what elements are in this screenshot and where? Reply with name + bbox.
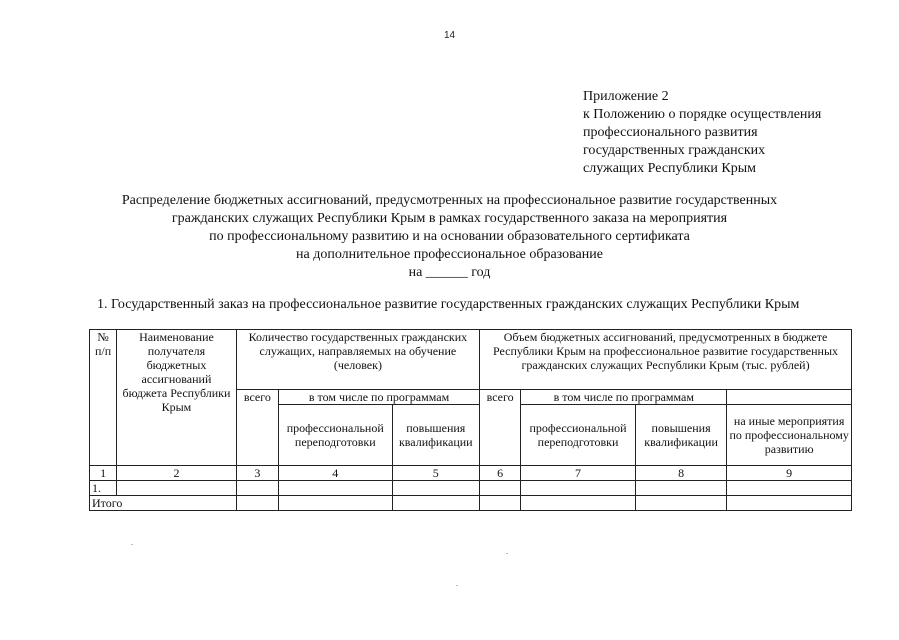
column-number: 8 bbox=[635, 466, 726, 481]
header-volume-other: на иные мероприятия по профессиональному развитию bbox=[727, 405, 852, 466]
title-line: на ______ год bbox=[408, 265, 491, 280]
column-number: 9 bbox=[727, 466, 852, 481]
header-count-total: всего bbox=[236, 390, 278, 466]
appendix-line: государственных гражданских bbox=[583, 143, 766, 158]
appendix-line: служащих Республики Крым bbox=[583, 161, 757, 176]
title-line: Распределение бюджетных ассигнований, предусмотренных на профессиональное развитие государственных bbox=[121, 193, 778, 208]
appendix-line: профессионального развития bbox=[583, 125, 758, 140]
scan-speck bbox=[131, 544, 133, 545]
table-cell bbox=[635, 496, 726, 511]
table-cell bbox=[727, 481, 852, 496]
header-number: № п/п bbox=[90, 330, 117, 466]
row-number: 1. bbox=[90, 481, 117, 496]
header-budget-volume: Объем бюджетных ассигнований, предусмотренных в бюджете Республики Крым на профессиональное развитие государственных гражданских служащих Республики Крым (тыс. рублей) bbox=[480, 330, 852, 390]
title-line: гражданских служащих Республики Крым в рамках государственного заказа на мероприятия bbox=[171, 211, 728, 226]
appendix-line: к Положению о порядке осуществления bbox=[583, 107, 822, 122]
table-cell bbox=[392, 496, 479, 511]
header-volume-total: всего bbox=[480, 390, 521, 466]
table-cell bbox=[278, 481, 392, 496]
table-cell bbox=[117, 481, 237, 496]
column-number: 4 bbox=[278, 466, 392, 481]
column-number: 2 bbox=[117, 466, 237, 481]
page-number: 14 bbox=[443, 30, 456, 41]
header-employee-count: Количество государственных гражданских служащих, направляемых на обучение (человек) bbox=[236, 330, 479, 390]
title-line: на дополнительное профессиональное образование bbox=[296, 247, 603, 262]
table-cell bbox=[635, 481, 726, 496]
table-cell bbox=[278, 496, 392, 511]
column-number: 3 bbox=[236, 466, 278, 481]
header-blank-cell bbox=[727, 390, 852, 405]
table-cell bbox=[727, 496, 852, 511]
header-count-retraining: профессиональной переподготовки bbox=[278, 405, 392, 466]
table-cell bbox=[480, 496, 521, 511]
appendix-block bbox=[583, 88, 821, 178]
header-volume-retraining: профессиональной переподготовки bbox=[521, 405, 636, 466]
title-line: по профессиональному развитию и на основании образовательного сертификата bbox=[209, 229, 690, 244]
header-volume-including: в том числе по программам bbox=[521, 390, 727, 405]
header-recipient-name: Наименование получателя бюджетных ассигнований бюджета Республики Крым bbox=[117, 330, 237, 466]
table-cell bbox=[236, 481, 278, 496]
scan-speck bbox=[506, 553, 508, 554]
allocation-table bbox=[89, 329, 852, 511]
header-volume-qualification: повышения квалификации bbox=[635, 405, 726, 466]
header-count-including: в том числе по программам bbox=[278, 390, 479, 405]
total-row-label: Итого bbox=[90, 496, 237, 511]
table-cell bbox=[236, 496, 278, 511]
scan-speck bbox=[456, 585, 458, 586]
table-cell bbox=[521, 481, 636, 496]
column-number: 1 bbox=[90, 466, 117, 481]
table-cell bbox=[480, 481, 521, 496]
column-number: 6 bbox=[480, 466, 521, 481]
document-title bbox=[0, 192, 899, 282]
table-cell bbox=[521, 496, 636, 511]
appendix-line: Приложение 2 bbox=[583, 89, 669, 104]
section-heading: 1. Государственный заказ на профессиональное развитие государственных гражданских служащих Республики Крым bbox=[97, 297, 800, 312]
column-number: 5 bbox=[392, 466, 479, 481]
header-count-qualification: повышения квалификации bbox=[392, 405, 479, 466]
table-cell bbox=[392, 481, 479, 496]
column-number: 7 bbox=[521, 466, 636, 481]
